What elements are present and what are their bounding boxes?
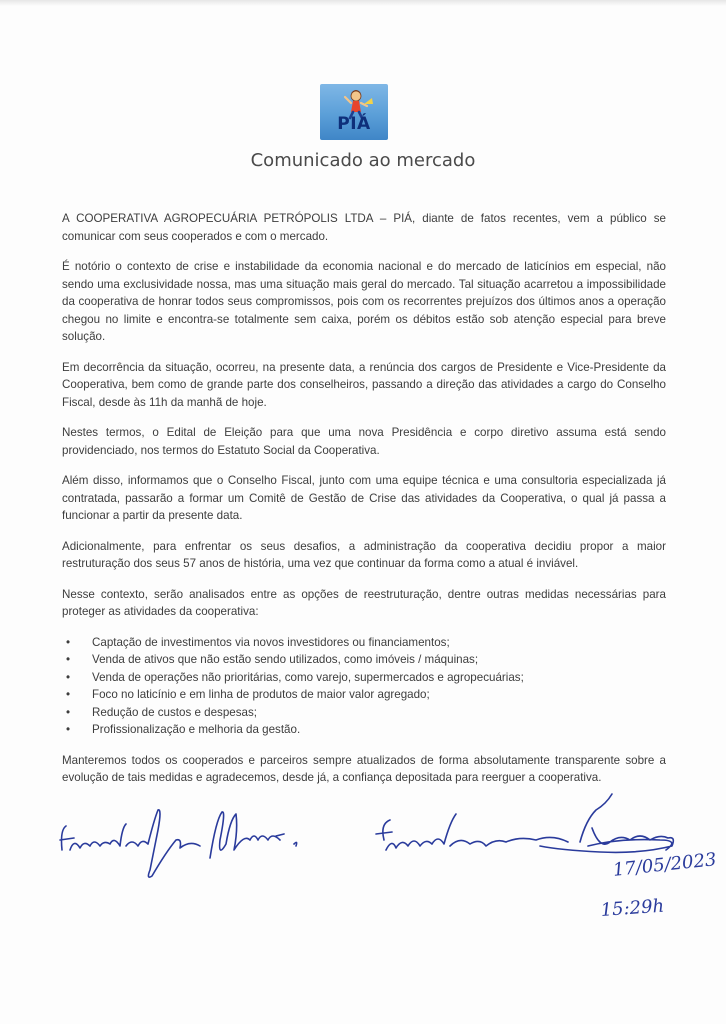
list-item: • Venda de operações não prioritárias, como varejo, supermercados e agropecuárias; [92,669,666,687]
document-body [62,210,666,800]
list-item: • Profissionalização e melhoria da gestão. [92,721,666,739]
paragraph: Nesse contexto, serão analisados entre as opções de reestruturação, dentre outras medidas necessárias para proteger as atividades da cooperativa: [62,587,666,618]
paragraph: É notório o contexto de crise e instabilidade da economia nacional e do mercado de laticínios em especial, não sendo uma exclusividade nossa, mas uma situação mais geral do mercado. Tal situação acarretou a impossibilidade da cooperativa de honrar todos seus compromissos, pois com os recorrentes prejuízos dos últimos anos a operação chegou no limite e encontra-se totalmente sem caixa, porém os débitos estão sob atenção especial para breve solução. [62,260,666,343]
paragraph: A COOPERATIVA AGROPECUÁRIA PETRÓPOLIS LTDA – PIÁ, diante de fatos recentes, vem a público se comunicar com seus cooperados e com o mercado. [62,212,666,243]
logo-wordmark: PIÁ [337,114,371,134]
page-title: Comunicado ao mercado [250,150,476,171]
handwritten-time: 15:29h [600,895,665,921]
closing-paragraph: Manteremos todos os cooperados e parceiros sempre atualizados de forma absolutamente transparente sobre a evolução de tais medidas e agradecemos, desde já, a confiança depositada para reerguer a cooperativa. [62,753,666,784]
signature-3 [376,814,568,850]
signature-4 [540,794,673,852]
list-item: • Captação de investimentos via novos investidores ou financiamentos; [92,634,666,652]
paragraph: Em decorrência da situação, ocorreu, na presente data, a renúncia dos cargos de Presidente e Vice-Presidente da Cooperativa, bem como de grande parte dos conselheiros, passando a direção das atividades a cargo do Conselho Fiscal, desde às 11h da manhã de hoje. [62,360,666,409]
scan-edge [0,0,726,6]
list-item: • Redução de custos e despesas; [92,704,666,722]
restructuring-options-list [62,634,666,739]
paragraph: Além disso, informamos que o Conselho Fiscal, junto com uma equipe técnica e uma consultoria especializada já contratada, passarão a formar um Comitê de Gestão de Crise das atividades da Cooperativa, o qual já passa a funcionar a partir da presente data. [62,474,666,522]
handwritten-date: 17/05/2023 [612,849,718,881]
pia-logo [320,84,388,140]
signature-1 [60,810,200,877]
paragraph: Adicionalmente, para enfrentar os seus desafios, a administração da cooperativa decidiu propor a maior restruturação dos seus 57 anos de história, uma vez que continuar da forma como a atual é inviável. [62,539,666,570]
list-item: • Venda de ativos que não estão sendo utilizados, como imóveis / máquinas; [92,651,666,669]
list-item: • Foco no laticínio e em linha de produtos de maior valor agregado; [92,686,666,704]
paragraph: Nestes termos, o Edital de Eleição para que uma nova Presidência e corpo diretivo assuma está sendo providenciado, nos termos do Estatuto Social da Cooperativa. [62,426,666,457]
signature-2 [210,812,297,858]
